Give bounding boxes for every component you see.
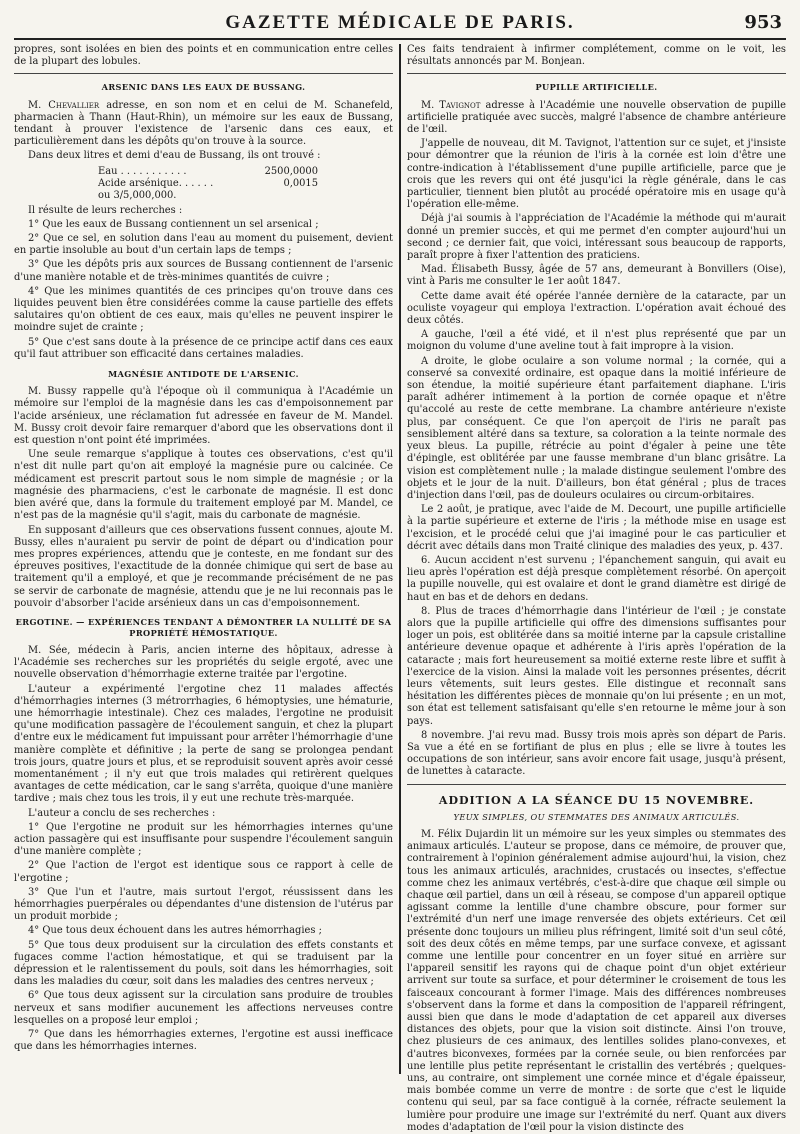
list-item: 5° Que c'est sans doute à la présence de ce principe actif dans ces eaux qu'il faut attribuer son efficacité dans certaines maladies. [14, 336, 394, 360]
right-column [401, 44, 787, 1133]
author-name: M. Chevallier [28, 99, 100, 111]
table-row [98, 178, 393, 190]
paragraph: J'appelle de nouveau, dit M. Tavignot, l'attention sur ce sujet, et j'insiste pour démontrer que la réunion de l'iris à la cornée est loin d'être une contre-indication à l'établissement d'une pupille artificielle, parce que je crois que les revers qui ont été jusqu'ici la règle générale, dans le cas particulier, tiennent bien plutôt au procédé opératoire mis en usage qu'à l'opération elle-même. [407, 138, 787, 211]
paragraph: En supposant d'ailleurs que ces observations fussent connues, ajoute M. Bussy, elles n'auraient pu servir de point de départ ou d'indication pour mes propres expériences, attendu que je conteste, en me fondant sur des épreuves positives, l'exactitude de la donnée chimique qui sert de base au traitement qu'il a employé, et que je recommande précisément de ne pas se servir de carbonate de magnésie, attendu que je ne lui reconnais pas le pouvoir d'absorber l'acide arsénieux dans un cas d'empoisonnement. [14, 524, 394, 609]
paragraph-text: adresse, en son nom et en celui de M. Schanefeld, pharmacien à Thann (Haut-Rhin), un mémoire sur les eaux de Bussang, tendant à prouver l'existence de l'arsenic dans ces eaux, et particulièrement dans les dépôts qu'on trouve à la source. [14, 99, 394, 148]
left-intro: propres, sont isolées en bien des points et en communication entre celles de la plupart des lobules. [14, 44, 394, 68]
paragraph: 6. Aucun accident n'est survenu ; l'épanchement sanguin, qui avait eu lieu après l'opération est déjà presque complètement résorbé. On aperçoit la pupille nouvelle, qui est ovalaire et dont le grand diamètre est dirigé de haut en bas et de dehors en dedans. [407, 554, 787, 603]
paragraph: Mad. Élisabeth Bussy, âgée de 57 ans, demeurant à Bonvillers (Oise), vint à Paris me consulter le 1er août 1847. [407, 264, 787, 288]
table-label: Acide arsénique. . . . . . [98, 177, 214, 189]
table-value: 0,0015 [283, 177, 318, 189]
table-row [98, 190, 393, 202]
paragraph: Déjà j'ai soumis à l'appréciation de l'Académie la méthode qui m'aurait donné un premier succès, et qui me permet d'en compter aujourd'hui un second ; ce dernier fait, que voici, intéressant sous beaucoup de rapports, paraît propre à fixer l'attention des praticiens. [407, 213, 787, 262]
table-value [238, 190, 318, 202]
right-intro: Ces faits tendraient à infirmer complétement, comme on le voit, les résultats annoncés par M. Bonjean. [407, 44, 787, 68]
section-subheading-yeux: YEUX SIMPLES, OU STEMMATES DES ANIMAUX ARTICULÉS. [453, 811, 740, 822]
page-number: 953 [744, 12, 782, 33]
paragraph: Cette dame avait été opérée l'année dernière de la cataracte, par un oculiste voyageur qui employa l'extraction. L'opération avait échoué des deux côtés. [407, 290, 787, 327]
gazette-title: GAZETTE MÉDICALE DE PARIS. [225, 12, 575, 33]
table-value: 2500,0000 [264, 165, 318, 177]
paragraph [14, 100, 393, 149]
table-label: Eau . . . . . . . . . . . [98, 165, 187, 177]
paragraph: Dans deux litres et demi d'eau de Bussang, ils ont trouvé : [28, 150, 321, 162]
paragraph: L'auteur a expérimenté l'ergotine chez 11 malades affectés d'hémorrhagies internes (3 métrorrhagies, 6 hémoptysies, une hématurie, une hémorrhagie intestinale). Chez ces malades, l'ergotine ne produisit qu'une modification passagère de l'écoulement sanguin, et chez la plupart d'entre eux le médicament fut impuissant pour arrêter l'hémorrhagie d'une manière complète et définitive ; la perte de sang se prolongea pendant trois jours, quatre jours et plus, et se reproduisit souvent après avoir cessé momentanément ; il n'y eut que trois malades qui retirèrent quelques avantages de cette médication, car le sang s'arrêta, quoique d'une manière tardive ; mais chez tous les trois, il y eut une rechute très-marquée. [14, 683, 394, 805]
list-item: 1° Que l'ergotine ne produit sur les hémorrhagies internes qu'une action passagère qui est insuffisante pour suspendre l'écoulement sanguin d'une manière complète ; [14, 821, 394, 858]
paragraph: Il résulte de leurs recherches : [28, 204, 183, 216]
paragraph [407, 100, 786, 137]
paragraph: A gauche, l'œil a été vidé, et il n'est plus représenté que par un moignon du volume d'une aveline tout à fait impropre à la vision. [407, 329, 787, 353]
table-label: ou 3/5,000,000. [98, 189, 177, 201]
list-item: 6° Que tous deux agissent sur la circulation sans produire de troubles nerveux et sans modifier aucunement les affections nerveuses contre lesquelles on a proposé leur emploi ; [14, 990, 394, 1026]
section-heading-arsenic: ARSENIC DANS LES EAUX DE BUSSANG. [101, 82, 306, 93]
list-item: 4° Que tous deux échouent dans les autres hémorrhagies ; [28, 925, 322, 937]
paragraph: Une seule remarque s'applique à toutes ces observations, c'est qu'il n'est dit nulle part qu'on ait employé la magnésie pure ou calcinée. Ce médicament est prescrit partout sous le nom simple de magnésie ; or la magnésie des pharmaciens, c'est le carbonate de magnésie. Il est donc bien avéré que, dans la formule du traitement employé par M. Mandel, ce n'est pas de la magnésie qu'il s'agit, mais du carbonate de magnésie. [14, 449, 394, 522]
paragraph: 8. Plus de traces d'hémorrhagie dans l'intérieur de l'œil ; je constate alors que la pupille artificielle qui offre des dimensions suffisantes pour loger un pois, est oblitérée dans sa moitié interne par la capsule cristalline antérieure devenue opaque et adhérente à l'iris après l'opération de la cataracte ; mais fort heureusement sa moitié externe reste libre et suffit à l'exercice de la vision. Ainsi la malade voit les personnes présentes, décrit leurs vêtements, suit leurs gestes. Elle distingue et reconnaît sans hésitation les différentes pièces de monnaie qu'on lui présente ; en un mot, son état est tellement satisfaisant qu'elle s'en retourne le même jour à son pays. [407, 605, 787, 727]
table-row [98, 166, 393, 178]
paragraph-text: adresse à l'Académie une nouvelle observation de pupille artificielle pratiquée avec succès, malgré l'absence de chambre antérieure de l'œil. [407, 99, 787, 136]
list-item: 3° Que l'un et l'autre, mais surtout l'ergot, réussissent dans les hémorrhagies puerpérales ou dépendantes d'une distension de l'utérus par un produit morbide ; [14, 886, 394, 923]
masthead [14, 8, 786, 40]
section-heading-magnesie: MAGNÉSIE ANTIDOTE DE L'ARSENIC. [108, 369, 299, 380]
divider [14, 73, 393, 74]
section-heading-addition: ADDITION A LA SÉANCE DU 15 NOVEMBRE. [438, 793, 755, 807]
left-column [14, 44, 399, 1074]
two-column-body [14, 44, 787, 1133]
paragraph: Le 2 août, je pratique, avec l'aide de M. Decourt, une pupille artificielle à la partie supérieure et externe de l'iris ; la méthode mise en usage est l'excision, et le procédé celui que j'ai imaginé pour le cas particulier et décrit avec détails dans mon Traité clinique des maladies des yeux, p. 437. [407, 504, 787, 552]
paragraph: A droite, le globe oculaire a son volume normal ; la cornée, qui a conservé sa convexité ordinaire, est opaque dans la moitié inférieure de son étendue, la moitié supérieure étant parfaitement diaphane. L'iris paraît adhérer intimement à la portion de cornée opaque et n'être qu'accolé au reste de cette membrane. La chambre antérieure n'existe plus, par conséquent. Ce que l'on aperçoit de l'iris ne paraît pas sensiblement altéré dans sa texture, sa coloration a la teinte normale des yeux bleus. La pupille, rétrécie au point d'égaler à peine une tête d'épingle, est oblitérée par une fausse membrane d'un blanc grisâtre. La vision est complètement nulle ; la malade distingue seulement l'ombre des objets et le jour de la nuit. D'ailleurs, bon état général ; plus de traces d'injection dans l'œil, pas de douleurs oculaires ou circum-orbitaires. [407, 355, 787, 501]
list-item: 2° Que l'action de l'ergot est identique sous ce rapport à celle de l'ergotine ; [14, 860, 394, 884]
paragraph: L'auteur a conclu de ses recherches : [28, 807, 216, 819]
paragraph: M. Bussy rappelle qu'à l'époque où il communiqua à l'Académie un mémoire sur l'emploi de la magnésie dans les cas d'empoisonnement par l'acide arsénieux, une réclamation fut adressée en faveur de M. Mandel. M. Bussy croit devoir faire remarquer d'abord que les observations dont il est question n'ont point été imprimées. [14, 386, 394, 447]
paragraph: M. Sée, médecin à Paris, ancien interne des hôpitaux, adresse à l'Académie ses recherches sur les propriétés du seigle ergoté, avec une nouvelle observation d'hémorrhagie externe traitée par l'ergotine. [14, 644, 394, 681]
analysis-table [98, 166, 393, 202]
paragraph: 8 novembre. J'ai revu mad. Bussy trois mois après son départ de Paris. Sa vue a été en se fortifiant de plus en plus ; elle se livre à toutes les occupations de son intérieur, sans avoir encore fait usage, jusqu'à présent, de lunettes à cataracte. [407, 729, 787, 778]
divider [407, 784, 786, 785]
list-item: 7° Que dans les hémorrhagies externes, l'ergotine est aussi inefficace que dans les hémorrhagies internes. [14, 1029, 394, 1053]
list-item: 5° Que tous deux produisent sur la circulation des effets constants et fugaces comme l'action hémostatique, et qui se traduisent par la dépression et le ralentissement du pouls, soit dans les hémorrhagies, soit dans les maladies du cœur, soit dans les maladies des centres nerveux ; [14, 939, 394, 988]
section-heading-ergotine: ERGOTINE. — EXPÉRIENCES TENDANT A DÉMONTRER LA NULLITÉ DE SA PROPRIÉTÉ HÉMOSTATIQUE. [15, 616, 392, 638]
list-item: 4° Que les minimes quantités de ces principes qu'on trouve dans ces liquides peuvent bien être considérées comme la cause partielle des effets salutaires qu'on obtient de ces eaux, mais qu'elles ne peuvent inspirer le moindre sujet de crainte ; [14, 285, 394, 334]
section-heading-pupille: PUPILLE ARTIFICIELLE. [535, 82, 658, 93]
author-name: M. Tavignot [421, 99, 481, 111]
divider [407, 73, 786, 74]
list-item: 1° Que les eaux de Bussang contiennent un sel arsenical ; [28, 218, 319, 230]
paragraph: M. Félix Dujardin lit un mémoire sur les yeux simples ou stemmates des animaux articulés. L'auteur se propose, dans ce mémoire, de prouver que, contrairement à l'opinion généralement admise aujourd'hui, la vision, chez tous les animaux articulés, arachnides, crustacés ou insectes, s'effectue comme chez les animaux vertébrés, c'est-à-dire que chaque œil simple ou chaque œil partiel, dans un œil à réseau, se compose d'un appareil optique agissant comme la lentille d'une chambre obscure, pour former sur l'extrémité d'un nerf une image renversée des objets extérieurs. Cet œil présente donc toujours un milieu plus réfringent, limité soit d'un seul côté, soit des deux côtés en même temps, par une surface convexe, et agissant comme une lentille pour concentrer en un foyer situé en arrière sur l'appareil sensitif les rayons qui de chaque point d'un objet extérieur arrivent sur toute sa surface, et pour déterminer le croisement de tous les faisceaux concourant à former l'image. Mais des différences nombreuses s'observent dans la forme et dans la composition de l'appareil réfringent, aussi bien que dans le mode d'adaptation de cet appareil aux diverses distances des objets, pour que la vision soit distincte. Ainsi l'on trouve, chez plusieurs de ces animaux, des lentilles solides plano-convexes, et d'autres biconvexes, formées par la cornée seule, ou bien renforcées par une lentille plus petite représentant le cristallin des vertébrés ; quelques-uns, au contraire, ont simplement une cornée mince et d'égale épaisseur, mais bombée comme un verre de montre : de sorte que c'est le liquide contenu qui seul, par sa face contiguë à la cornée, réfracte seulement la lumière pour produire une image sur l'extrémité du nerf. Quant aux divers modes d'adaptation de l'œil pour la vision distincte des [407, 828, 787, 1133]
list-item: 3° Que les dépôts pris aux sources de Bussang contiennent de l'arsenic d'une manière notable et de très-minimes quantités de cuivre ; [14, 259, 394, 283]
list-item: 2° Que ce sel, en solution dans l'eau au moment du puisement, devient en partie insoluble au bout d'un certain laps de temps ; [14, 233, 394, 257]
